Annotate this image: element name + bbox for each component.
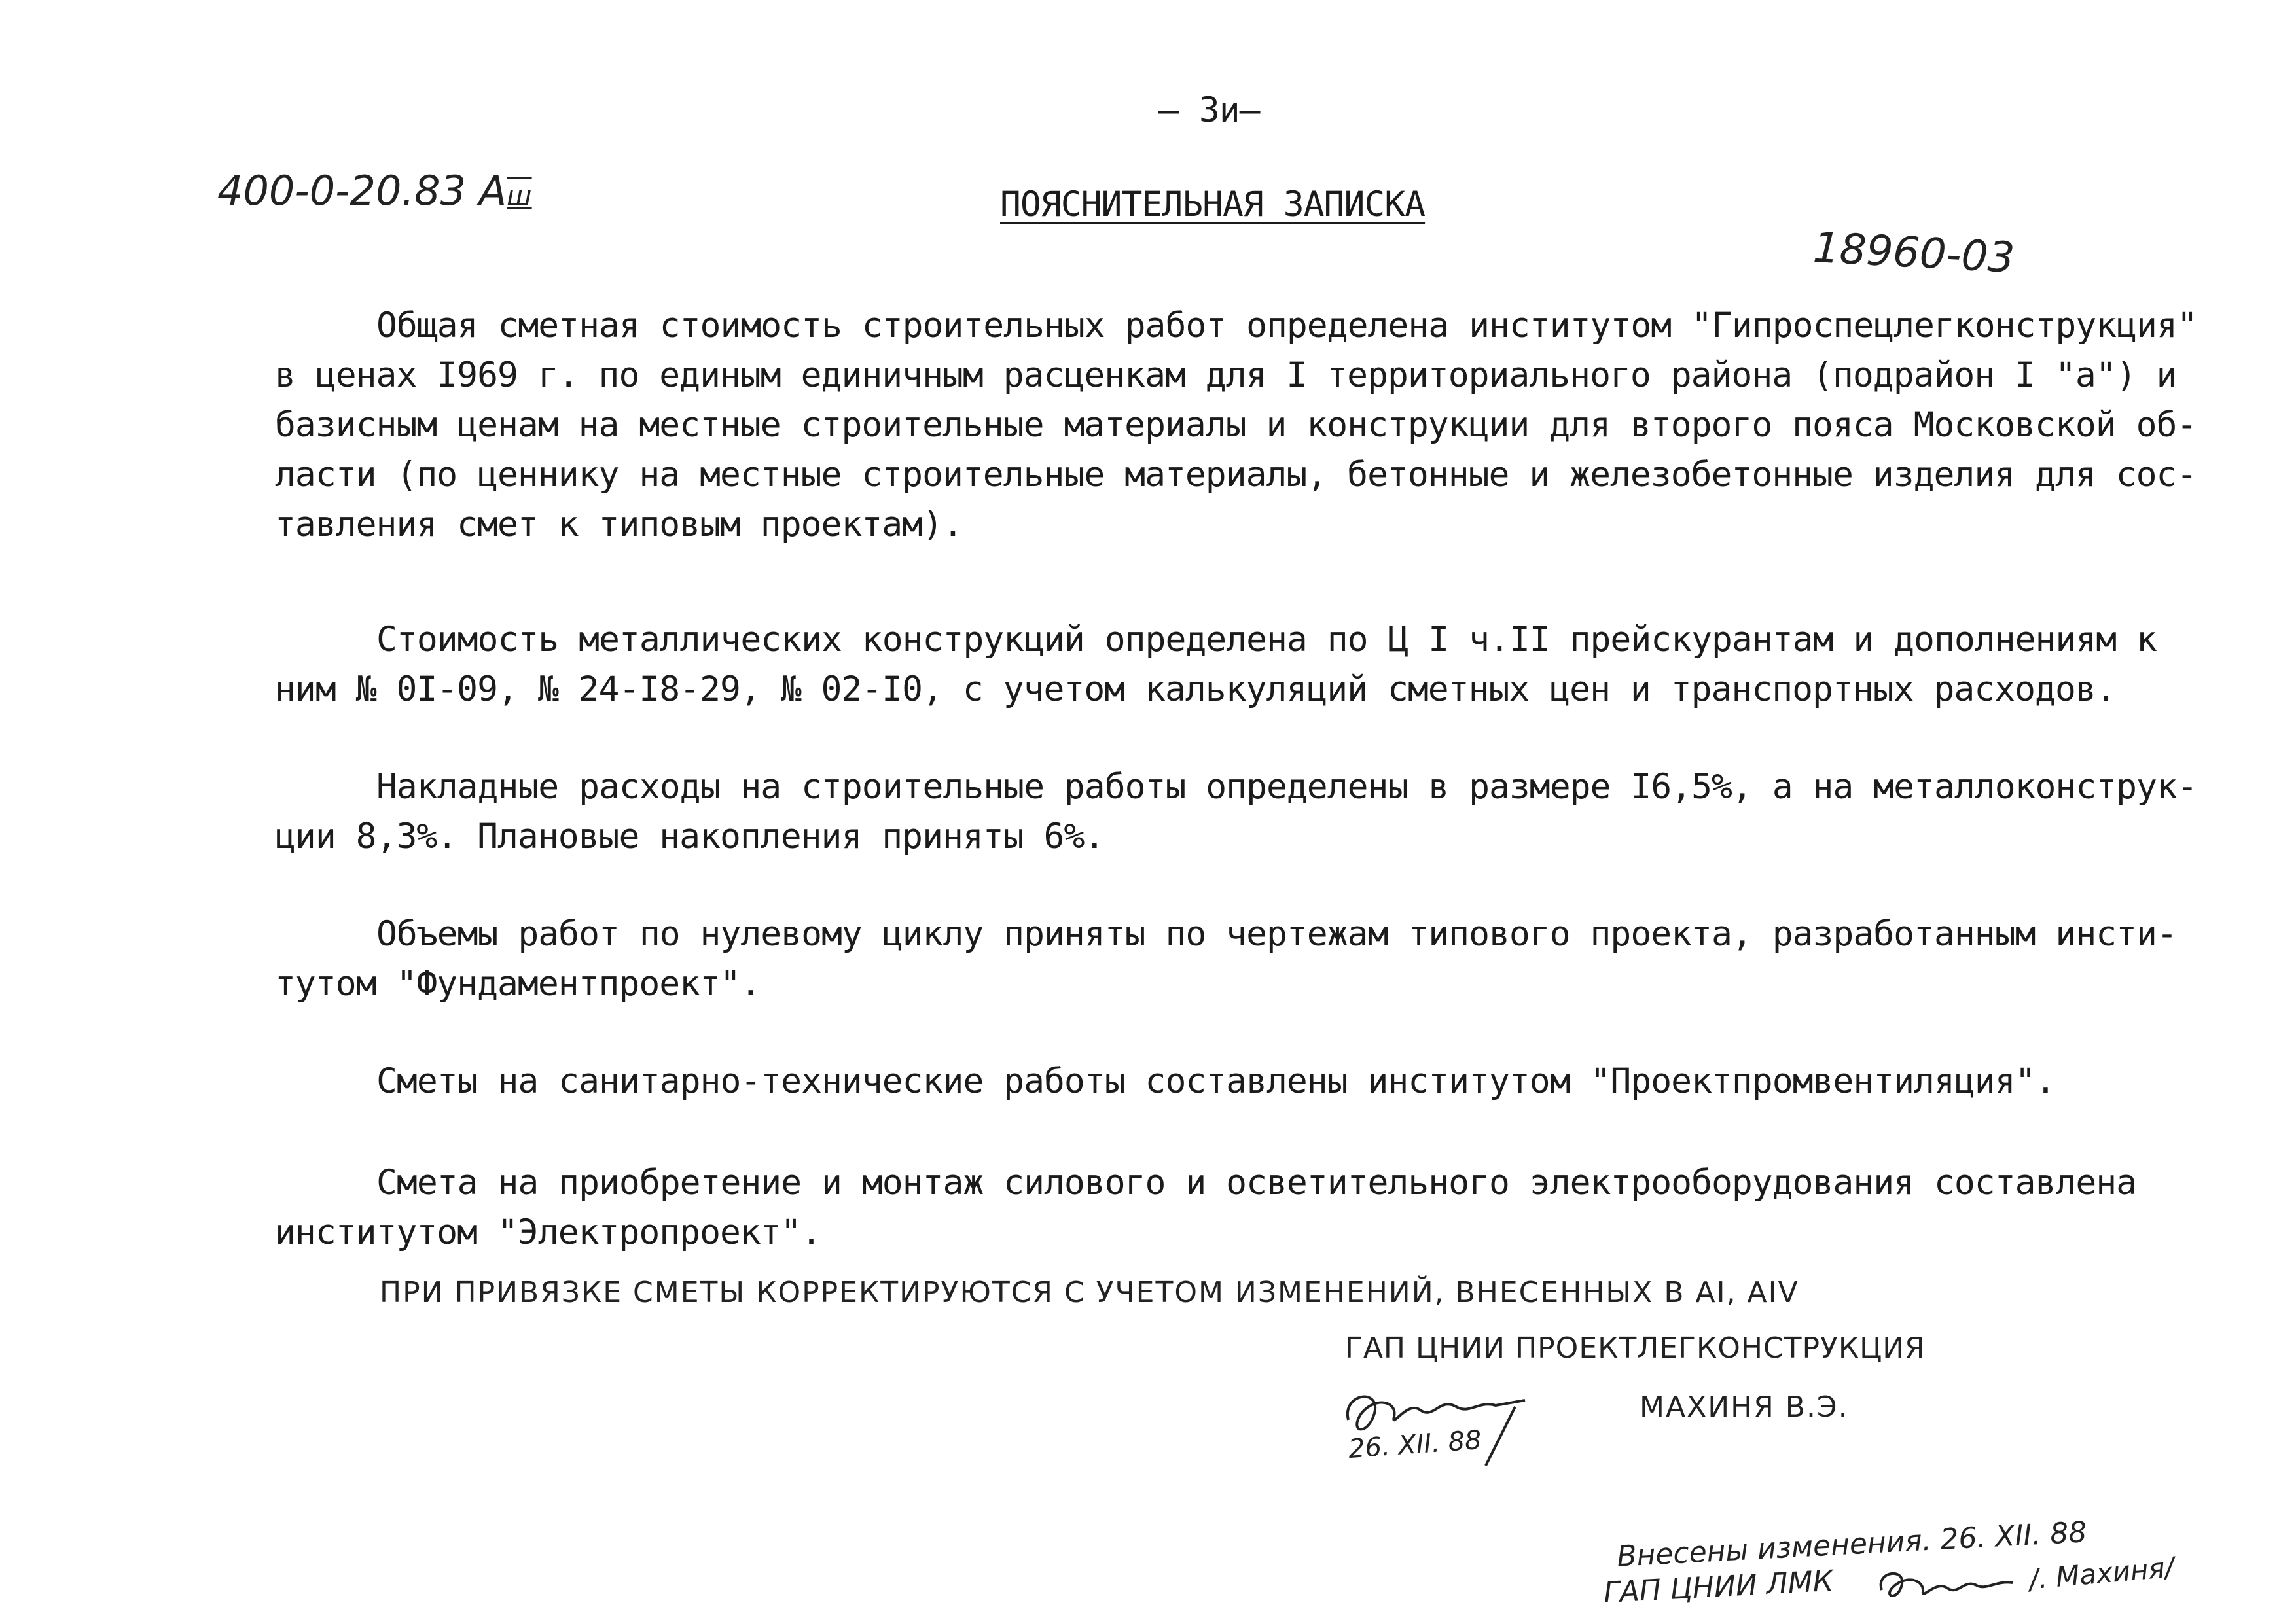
document-code (217, 167, 532, 215)
changes-note: Внесены изменения. 26. XII. 88 (1616, 1515, 2088, 1574)
paragraph-line: ним № 0I-09, № 24-I8-29, № 02-I0, с учетом калькуляций сметных цен и транспортных расходов. (275, 669, 2116, 709)
document-code-main: 400-0-20.83 А (217, 167, 507, 215)
paragraph-line: Накладные расходы на строительные работы определены в размере I6,5%, а на металлоконструк- (376, 767, 2197, 807)
paragraph-overhead-costs (275, 762, 2197, 862)
paragraph-zero-cycle (275, 909, 2177, 1009)
changes-organization: ГАП ЦНИИ ЛМК (1602, 1564, 1835, 1610)
document-code-suffix: ш (507, 179, 532, 211)
changes-signature-mark (1872, 1561, 2022, 1613)
paragraph-metal-structures (275, 615, 2157, 715)
paragraph-line: базисным ценам на местные строительные материалы и конструкции для второго пояса Московской об- (275, 405, 2197, 445)
paragraph-line: Общая сметная стоимость строительных работ определена институтом "Гипроспецлегконструкция" (376, 306, 2197, 345)
paragraph-line: Стоимость металлических конструкций определена по Ц I ч.II прейскурантам и дополнениям к (376, 620, 2157, 660)
document-title: ПОЯСНИТЕЛЬНАЯ ЗАПИСКА (1000, 185, 1426, 224)
paragraph-sanitary-works (275, 1057, 2055, 1106)
paragraph-line: ции 8,3%. Плановые накопления приняты 6%. (275, 817, 1105, 856)
paragraph-line: Сметы на санитарно-технические работы составлены институтом "Проектпромвентиляция". (376, 1061, 2056, 1101)
chief-engineer-organization: ГАП ЦНИИ ПРОЕКТЛЕГКОНСТРУКЦИЯ (1345, 1332, 1926, 1365)
paragraph-line: Смета на приобретение и монтаж силового и осветительного электрооборудования составлена (376, 1163, 2137, 1203)
handwritten-correction-note: ПРИ ПРИВЯЗКЕ СМЕТЫ КОРРЕКТИРУЮТСЯ С УЧЕТОМ ИЗМЕНЕНИЙ, ВНЕСЕННЫХ В АI, АIV (380, 1276, 1799, 1309)
changes-signer-name: /. Махиня/ (2028, 1551, 2176, 1596)
paragraph-line: тавления смет к типовым проектам). (275, 504, 963, 544)
paragraph-line: институтом "Электропроект". (275, 1212, 821, 1252)
paragraph-line: тутом "Фундаментпроект". (275, 964, 761, 1004)
paragraph-line: ласти (по ценнику на местные строительные материалы, бетонные и железобетонные изделия для сос- (275, 455, 2197, 495)
chief-engineer-name: МАХИНЯ В.Э. (1640, 1390, 1849, 1424)
paragraph-line: Объемы работ по нулевому циклу приняты по чертежам типового проекта, разработанным инсти- (376, 914, 2177, 954)
page-number: – 3и– (1158, 90, 1260, 130)
document-number: 18960-03 (1812, 223, 2016, 283)
signature-date: 26. XII. 88 (1347, 1424, 1483, 1465)
paragraph-electrical-equipment (275, 1158, 2136, 1258)
paragraph-line: в ценах I969 г. по единым единичным расценкам для I территориального района (подрайон I "а") и (275, 355, 2177, 395)
paragraph-estimate-cost (275, 301, 2197, 550)
